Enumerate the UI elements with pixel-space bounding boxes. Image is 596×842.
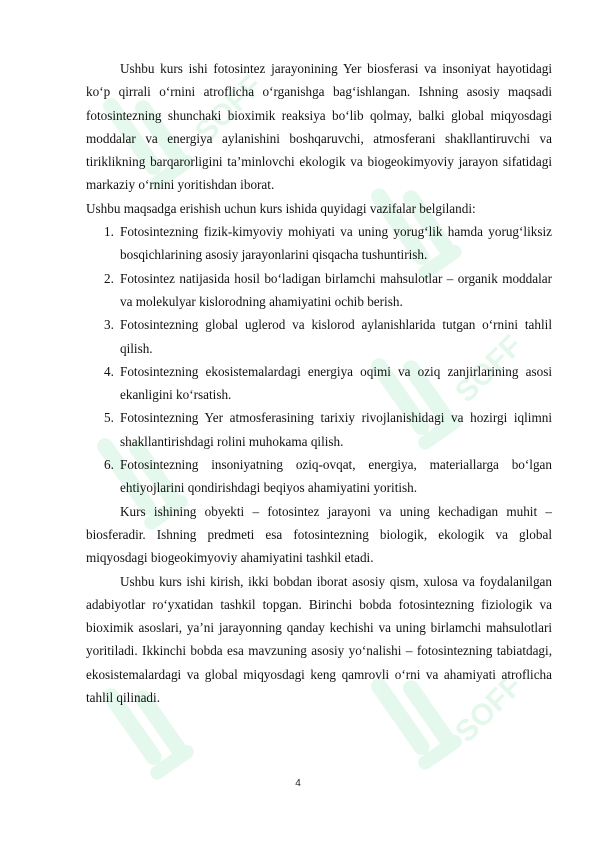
tasks-heading: Ushbu maqsadga erishish uchun kurs ishida quyidagi vazifalar belgilandi: <box>86 200 476 216</box>
list-item <box>86 360 552 407</box>
svg-text:SOFF: SOFF <box>448 668 529 749</box>
list-item-number: 3. <box>104 317 114 333</box>
structure-paragraph: Ushbu kurs ishi kirish, ikki bobdan iborat asosiy qism, xulosa va foydalanilgan adabiyotlar ro‘yxatidan tashkil topgan. Birinchi bobda fotosintezning fiziologik va bioximik asoslari, ya’ni jarayonning qanday kechishi va uning birlamchi mahsulotlari yoritiladi. Ikkinchi bobda esa mavzuning asosiy yo‘nalishi – fotosintezning tabiatdagi, ekosistemalardagi va global miqyosdagi keng qamrovli o‘rni va ahamiyati atroflicha tahlil qilinadi. <box>86 573 552 706</box>
list-item-number: 4. <box>104 363 114 379</box>
svg-text:SOFF: SOFF <box>188 68 269 149</box>
object-paragraph: Kurs ishining obyekti – fotosintez jarayoni va uning kechadigan muhit – biosferadir. Ishning predmeti esa fotosintezning biologik, ekologik va global miqyosdagi biogeokimyoviy ahamiyatini tashkil etadi. <box>86 503 552 566</box>
list-item <box>86 313 552 360</box>
list-item <box>86 453 552 500</box>
list-item <box>86 220 552 267</box>
list-item-text: Fotosintezning fizik-kimyoviy mohiyati va uning yorug‘lik hamda yorug‘liksiz bosqichlarining asosiy jarayonlarini qisqacha tushuntirish. <box>120 224 552 263</box>
list-item-text: Fotosintezning insoniyatning oziq-ovqat, energiya, materiallarga bo‘lgan ehtiyojlarini qondirishdagi beqiyos ahamiyatini yoritish. <box>120 457 552 496</box>
tasks-list <box>86 220 552 500</box>
list-item-number: 1. <box>104 224 114 240</box>
list-item <box>86 406 552 453</box>
svg-text:SOFF: SOFF <box>448 328 529 409</box>
list-item-number: 6. <box>104 457 114 473</box>
page-number: 4 <box>295 778 301 789</box>
list-item-number: 5. <box>104 410 114 426</box>
list-item-text: Fotosintezning global uglerod va kislorod aylanishlarida tutgan o‘rnini tahlil qilish. <box>120 317 552 356</box>
list-item-text: Fotosintez natijasida hosil bo‘ladigan birlamchi mahsulotlar – organik moddalar va molekulyar kislorodning ahamiyatini ochib berish. <box>120 270 552 309</box>
list-item-text: Fotosintezning ekosistemalardagi energiya oqimi va oziq zanjirlarining asosi ekanligini ko‘rsatish. <box>120 363 552 403</box>
document-body <box>86 57 552 709</box>
list-item-number: 2. <box>104 270 114 286</box>
list-item-text: Fotosintezning Yer atmosferasining tarixiy rivojlanishidagi va hozirgi iqlimni shakllantirishdagi rolini muhokama qilish. <box>120 410 552 449</box>
intro-paragraph: Ushbu kurs ishi fotosintez jarayonining Yer biosferasi va insoniyat hayotidagi ko‘p qirrali o‘rnini atroflicha o‘rganishga bag‘ishlangan. Ishning asosiy maqsadi fotosintezning shunchaki bioximik reaksiya bo‘lib qolmay, balki global miqyosdagi moddalar va energiya aylanishini boshqaruvchi, atmosferani shakllantiruvchi va tiriklikning barqarorligini ta’minlovchi ekologik va biogeokimyoviy jarayon sifatidagi markaziy o‘rnini yoritishdan iborat. <box>86 61 552 193</box>
list-item <box>86 267 552 314</box>
